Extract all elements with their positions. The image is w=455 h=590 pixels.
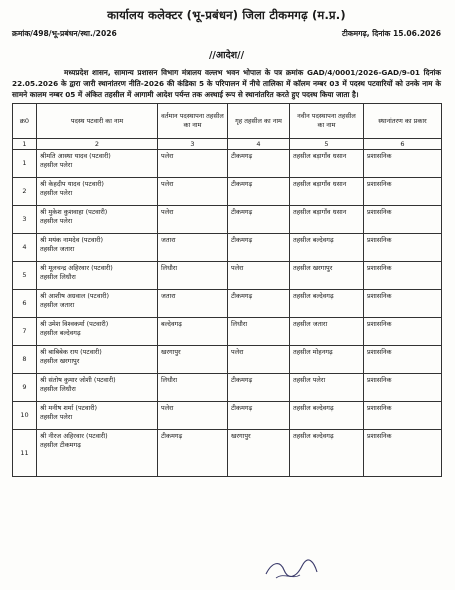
patwari-cell xyxy=(37,178,158,206)
table-row xyxy=(13,290,442,318)
transfer-type: प्रशासनिक xyxy=(364,318,442,346)
patwari-tehsil: तहसील पलेरा xyxy=(40,161,73,169)
patwari-tehsil: तहसील लिधौरा xyxy=(40,385,76,393)
transfer-type: प्रशासनिक xyxy=(364,234,442,262)
new-tehsil: तहसील बल्देवगढ़ xyxy=(290,430,364,477)
reference-row xyxy=(12,29,441,39)
header-home-tehsil: गृह तहसील का नाम xyxy=(228,104,290,139)
header-serial: क्र0 xyxy=(13,104,37,139)
serial-number: 4 xyxy=(13,234,37,262)
table-row xyxy=(13,206,442,234)
serial-number: 8 xyxy=(13,346,37,374)
signature-mark xyxy=(262,556,320,584)
current-tehsil: खरगापुर xyxy=(158,346,228,374)
home-tehsil: टीकमगढ़ xyxy=(228,234,290,262)
patwari-cell xyxy=(37,430,158,477)
patwari-tehsil: तहसील पलेरा xyxy=(40,413,73,421)
transfer-type: प्रशासनिक xyxy=(364,402,442,430)
column-number: 4 xyxy=(228,139,290,150)
current-tehsil: पलेरा xyxy=(158,150,228,178)
current-tehsil: लिधौरा xyxy=(158,374,228,402)
patwari-cell xyxy=(37,346,158,374)
current-tehsil: पलेरा xyxy=(158,206,228,234)
home-tehsil: टीकमगढ़ xyxy=(228,374,290,402)
transfer-type: प्रशासनिक xyxy=(364,430,442,477)
serial-number: 6 xyxy=(13,290,37,318)
patwari-name: श्री मूलचन्द्र अहिरवार (पटवारी) xyxy=(40,264,113,272)
table-row xyxy=(13,430,442,477)
order-heading: //आदेश// xyxy=(208,50,245,61)
table-row xyxy=(13,318,442,346)
new-tehsil: तहसील बड़ागाँव धसान xyxy=(290,178,364,206)
home-tehsil: पलेरा xyxy=(228,262,290,290)
current-tehsil: बल्देवगढ़ xyxy=(158,318,228,346)
column-number: 6 xyxy=(364,139,442,150)
column-number: 5 xyxy=(290,139,364,150)
serial-number: 2 xyxy=(13,178,37,206)
current-tehsil: टीकमगढ़ xyxy=(158,430,228,477)
home-tehsil: लिधौरा xyxy=(228,318,290,346)
serial-number: 5 xyxy=(13,262,37,290)
header-patwari-name: पदस्थ पटवारी का नाम xyxy=(37,104,158,139)
transfer-type: प्रशासनिक xyxy=(364,178,442,206)
table-row xyxy=(13,178,442,206)
current-tehsil: जतारा xyxy=(158,290,228,318)
new-tehsil: तहसील खरगापुर xyxy=(290,262,364,290)
patwari-tehsil: तहसील खरगापुर xyxy=(40,357,80,365)
patwari-cell xyxy=(37,402,158,430)
patwari-tehsil: तहसील बल्देवगढ़ xyxy=(40,329,81,337)
patwari-name: श्री आशीष अग्रवाल (पटवारी) xyxy=(40,292,110,300)
patwari-name: श्री नीरज अहिरवार (पटवारी) xyxy=(40,432,108,440)
new-tehsil: तहसील मोहनगढ़ xyxy=(290,346,364,374)
patwari-name: श्री बाबिबेक राय (पटवारी) xyxy=(40,348,102,356)
table-row xyxy=(13,346,442,374)
patwari-name: श्री केहदीप यादव (पटवारी) xyxy=(40,180,104,188)
column-number: 3 xyxy=(158,139,228,150)
table-row xyxy=(13,374,442,402)
column-number: 1 xyxy=(13,139,37,150)
order-body-text: मध्यप्रदेश शासन, सामान्य प्रशासन विभाग मंत्रालय वल्लभ भवन भोपाल के पत्र क्रमांक GAD/4/0001/2026-GAD/9-01 दिनांक 22.05.2026 के द्वारा जारी स्थानांतरण नीति-2026 की कंडिका 5 के परिपालन में नीचे तालिका में कॉलम नम्बर 03 में पदस्थ पटवारियों को उनके नाम के सामने कालम नम्बर 05 में अंकित तहसील में आगामी आदेश पर्यन्त तक अस्थाई रूप से स्थानांतरित करते हुए पदस्थ किया जाता है। xyxy=(12,68,441,99)
patwari-cell xyxy=(37,234,158,262)
new-tehsil: तहसील जतारा xyxy=(290,318,364,346)
table-row xyxy=(13,150,442,178)
serial-number: 3 xyxy=(13,206,37,234)
transfer-type: प्रशासनिक xyxy=(364,290,442,318)
current-tehsil: लिधौरा xyxy=(158,262,228,290)
patwari-cell xyxy=(37,374,158,402)
serial-number: 10 xyxy=(13,402,37,430)
patwari-name: श्री मयंक नामदेव (पटवारी) xyxy=(40,236,104,244)
transfer-type: प्रशासनिक xyxy=(364,206,442,234)
transfer-table xyxy=(12,103,442,477)
column-number-row xyxy=(13,139,442,150)
patwari-name: श्री मुकेश कुशवाहा (पटवारी) xyxy=(40,208,108,216)
table-row xyxy=(13,262,442,290)
new-tehsil: तहसील बल्देवगढ़ xyxy=(290,402,364,430)
patwari-name: श्री उमेश विश्वकर्मा (पटवारी) xyxy=(40,320,109,328)
patwari-tehsil: तहसील पलेरा xyxy=(40,217,73,225)
table-row xyxy=(13,402,442,430)
transfer-type: प्रशासनिक xyxy=(364,374,442,402)
table-header-row xyxy=(13,104,442,139)
home-tehsil: टीकमगढ़ xyxy=(228,178,290,206)
serial-number: 1 xyxy=(13,150,37,178)
home-tehsil: टीकमगढ़ xyxy=(228,290,290,318)
new-tehsil: तहसील बल्देवगढ़ xyxy=(290,234,364,262)
home-tehsil: खरगापुर xyxy=(228,430,290,477)
new-tehsil: तहसील बड़ागाँव धसान xyxy=(290,206,364,234)
place-date: टीकमगढ़, दिनांक 15.06.2026 xyxy=(342,29,441,38)
patwari-cell xyxy=(37,206,158,234)
home-tehsil: टीकमगढ़ xyxy=(228,150,290,178)
patwari-tehsil: तहसील टीकमगढ़ xyxy=(40,441,81,449)
transfer-type: प्रशासनिक xyxy=(364,150,442,178)
patwari-name: श्रीमति आस्था यादव (पटवारी) xyxy=(40,152,111,160)
patwari-cell xyxy=(37,318,158,346)
serial-number: 11 xyxy=(13,430,37,477)
transfer-type: प्रशासनिक xyxy=(364,262,442,290)
home-tehsil: टीकमगढ़ xyxy=(228,402,290,430)
home-tehsil: टीकमगढ़ xyxy=(228,206,290,234)
patwari-tehsil: तहसील जतारा xyxy=(40,301,75,309)
current-tehsil: पलेरा xyxy=(158,402,228,430)
transfer-type: प्रशासनिक xyxy=(364,346,442,374)
header-current-tehsil: वर्तमान पदस्थापना तहसील का नाम xyxy=(158,104,228,139)
new-tehsil: तहसील पलेरा xyxy=(290,374,364,402)
table-row xyxy=(13,234,442,262)
column-number: 2 xyxy=(37,139,158,150)
serial-number: 9 xyxy=(13,374,37,402)
new-tehsil: तहसील बड़ागाँव धसान xyxy=(290,150,364,178)
patwari-tehsil: तहसील पलेरा xyxy=(40,189,73,197)
header-new-tehsil: नवीन पदस्थापना तहसील का नाम xyxy=(290,104,364,139)
current-tehsil: जतारा xyxy=(158,234,228,262)
current-tehsil: पलेरा xyxy=(158,178,228,206)
patwari-cell xyxy=(37,290,158,318)
patwari-tehsil: तहसील जतारा xyxy=(40,245,75,253)
serial-number: 7 xyxy=(13,318,37,346)
reference-number: क्रमांक/498/भू-प्रबंधन/स्था./2026 xyxy=(12,29,117,38)
home-tehsil: पलेरा xyxy=(228,346,290,374)
patwari-name: श्री संतोष कुमार जोशी (पटवारी) xyxy=(40,376,116,384)
office-title: कार्यालय कलेक्टर (भू-प्रबंधन) जिला टीकमगढ़ (म.प्र.) xyxy=(107,8,346,22)
patwari-tehsil: तहसील लिधौरा xyxy=(40,273,76,281)
patwari-cell xyxy=(37,150,158,178)
patwari-cell xyxy=(37,262,158,290)
patwari-name: श्री मनीष शर्मा (पटवारी) xyxy=(40,404,98,412)
header-transfer-type: स्थानांतरण का प्रकार xyxy=(364,104,442,139)
new-tehsil: तहसील बल्देवगढ़ xyxy=(290,290,364,318)
